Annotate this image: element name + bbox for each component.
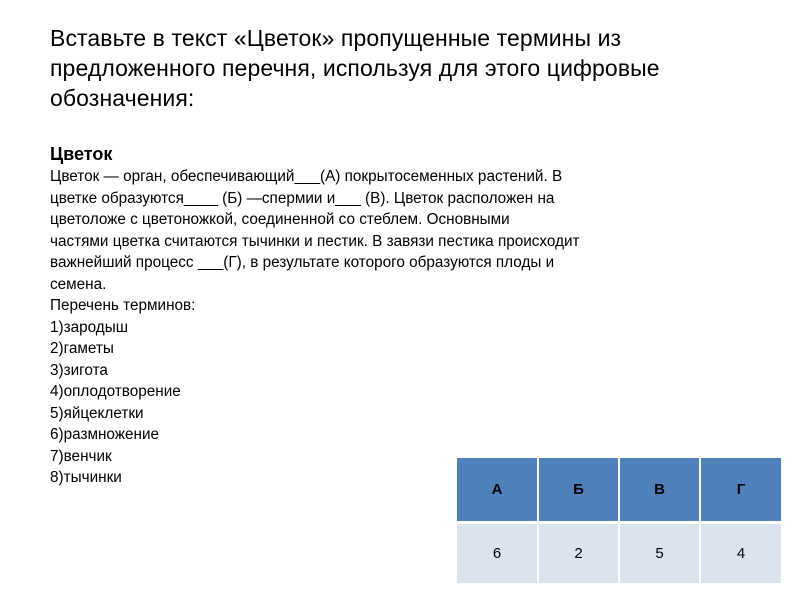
answer-table	[457, 458, 781, 583]
text-line: цветоложе с цветоножкой, соединенной со стеблем. Основными	[50, 211, 510, 228]
task-heading-line: обозначения:	[50, 85, 195, 111]
term-item: 6)размножение	[50, 426, 159, 443]
terms-label: Перечень терминов:	[50, 297, 196, 314]
task-heading-line: Вставьте в текст «Цветок» пропущенные термины из	[50, 25, 622, 51]
term-item: 8)тычинки	[50, 469, 122, 486]
answer-value-cell: 5	[619, 523, 700, 584]
answer-header-cell: Г	[700, 458, 781, 523]
text-line: Цветок — орган, обеспечивающий___(А) покрытосеменных растений. В	[50, 168, 563, 185]
term-item: 1)зародыш	[50, 318, 128, 336]
task-heading	[50, 23, 770, 113]
answer-value-cell: 4	[700, 523, 781, 584]
answer-value-row	[457, 523, 781, 584]
answer-header-cell: А	[457, 458, 538, 523]
term-item: 3)зигота	[50, 361, 108, 379]
answer-value-cell: 2	[538, 523, 619, 584]
text-body	[50, 166, 750, 295]
term-item: 5)яйцеклетки	[50, 404, 144, 422]
term-item: 7)венчик	[50, 447, 112, 465]
answer-value-cell: 6	[457, 523, 538, 584]
answer-header-row	[457, 458, 781, 523]
text-title: Цветок	[50, 144, 113, 164]
answer-header-cell: В	[619, 458, 700, 523]
task-content	[50, 142, 750, 489]
text-line: частями цветка считаются тычинки и пестик. В завязи пестика происходит	[50, 232, 580, 250]
text-line: важнейший процесс ___(Г), в результате которого образуются плоды и	[50, 254, 555, 271]
text-line: семена.	[50, 275, 107, 293]
text-line: цветке образуются____ (Б) —спермии и___ (В). Цветок расположен на	[50, 189, 555, 207]
task-heading-line: предложенного перечня, используя для этого цифровые	[50, 55, 660, 81]
term-item: 4)оплодотворение	[50, 383, 181, 400]
answer-header-cell: Б	[538, 458, 619, 523]
term-item: 2)гаметы	[50, 340, 114, 357]
